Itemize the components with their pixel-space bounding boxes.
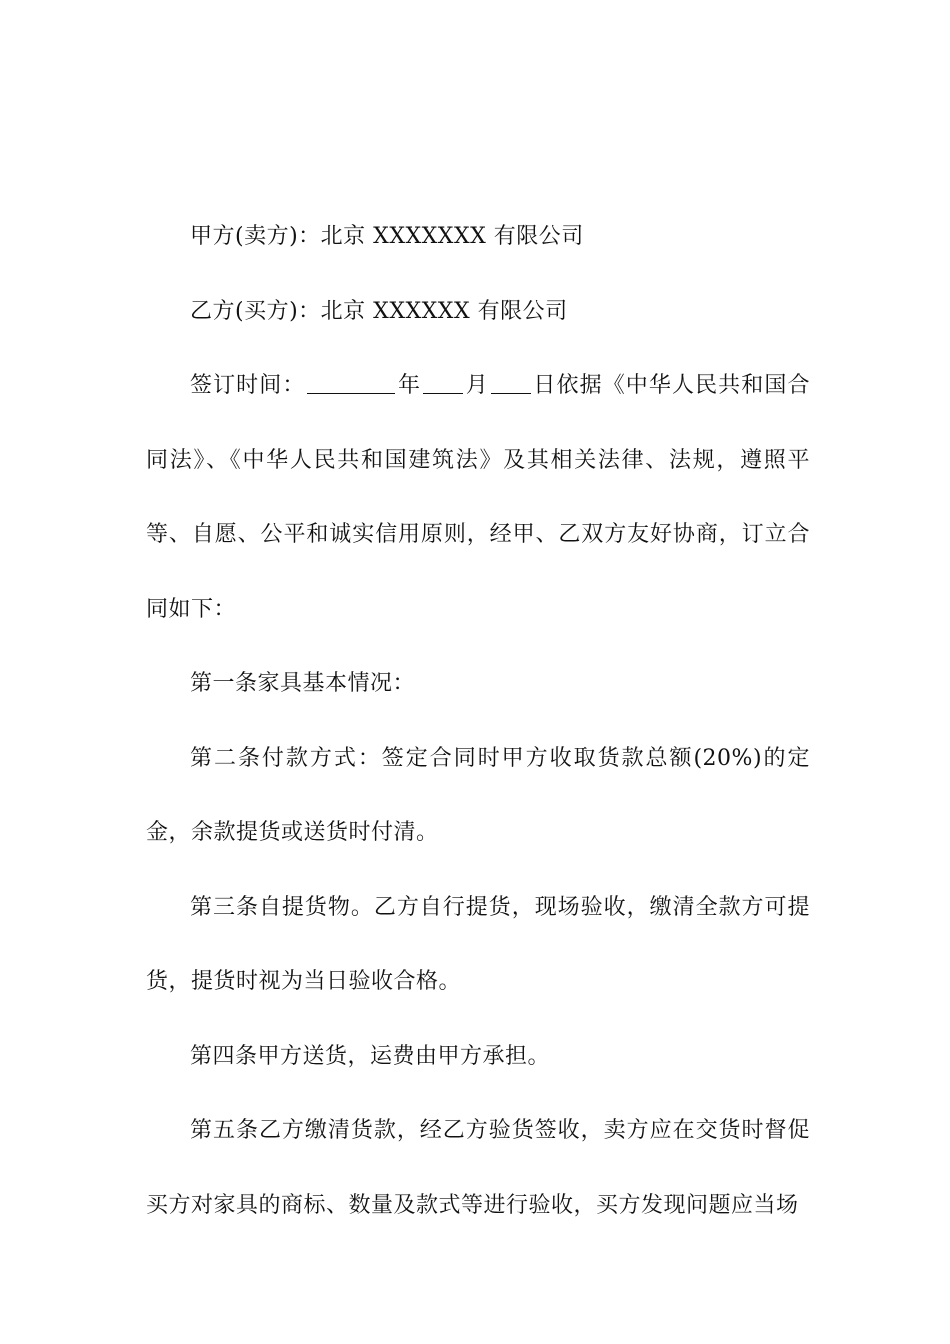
day-blank: [491, 375, 531, 394]
article-4: 第四条甲方送货，运费由甲方承担。: [190, 1043, 551, 1069]
year-char: 年: [397, 373, 422, 398]
month-char: 月: [465, 373, 489, 398]
signing-label: 签订时间：: [190, 373, 306, 398]
party-b-line: 乙方(买方)：北京 XXXXXX 有限公司: [190, 298, 568, 324]
signing-paragraph: [146, 349, 810, 647]
article-3: 第三条自提货物。乙方自行提货，现场验收，缴清全款方可提货，提货时视为当日验收合格。: [146, 894, 810, 994]
year-blank: [307, 375, 395, 394]
day-char: 日: [532, 373, 557, 398]
signing-text: 依据《中华人民共和国合同法》、《中华人民共和国建筑法》及其相关法律、法规，遵照平等、自愿、公平和诚实信用原则，经甲、乙双方友好协商，订立合同如下：: [146, 373, 810, 622]
month-blank: [423, 375, 463, 394]
party-a-line: 甲方(卖方)：北京 XXXXXXX 有限公司: [190, 224, 584, 249]
document-body: [146, 200, 810, 1243]
article-5: 第五条乙方缴清货款，经乙方验货签收，卖方应在交货时督促买方对家具的商标、数量及款式等进行验收，买方发现问题应当场: [146, 1118, 810, 1218]
article-1: 第一条家具基本情况：: [190, 671, 416, 696]
article-2: 第二条付款方式：签定合同时甲方收取货款总额(20%)的定金，余款提货或送货时付清。: [146, 745, 810, 845]
